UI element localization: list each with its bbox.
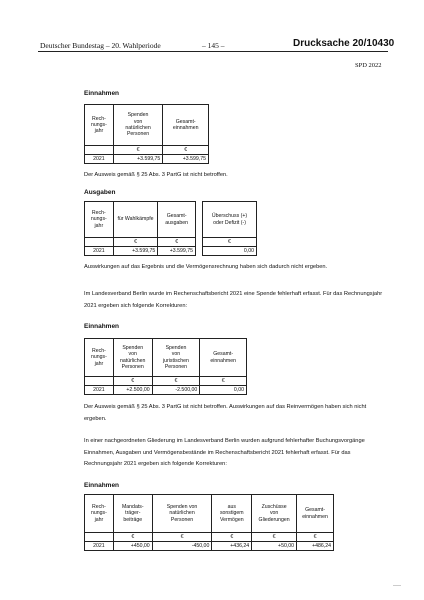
table-unit-cell bbox=[85, 238, 114, 247]
table-unit-cell: € bbox=[158, 238, 196, 247]
table-cell: +3.599,75 bbox=[158, 247, 196, 256]
table-unit-cell: € bbox=[252, 533, 297, 542]
table-unit-cell: € bbox=[163, 146, 209, 155]
body-paragraph: Im Landesverband Berlin wurde im Rechenschaftsbericht 2021 eine Spende fehlerhaft erfasst. Für das Rechnungsjahr 2021 ergeben sich folgende Korrekturen: bbox=[84, 291, 383, 309]
table-unit-cell: € bbox=[297, 533, 334, 542]
table-header-cell: Gesamt- einnahmen bbox=[297, 495, 334, 533]
document-number: Drucksache 20/10430 bbox=[293, 38, 395, 49]
table-header-cell: aus sonstigem Vermögen bbox=[212, 495, 252, 533]
table-unit-cell: € bbox=[113, 377, 152, 386]
table-cell-year: 2021 bbox=[85, 386, 114, 395]
table-header-cell: Rech- nungs- jahr bbox=[85, 202, 114, 238]
table-header-cell: Spenden von natürlichen Personen bbox=[152, 495, 212, 533]
table-cell: 0,00 bbox=[200, 386, 247, 395]
ausgaben-table bbox=[84, 201, 196, 256]
section-heading-ausgaben: Ausgaben bbox=[84, 189, 116, 196]
table-unit-cell: € bbox=[113, 533, 152, 542]
table-header-cell: Rech- nungs- jahr bbox=[85, 495, 114, 533]
party-label: SPD 2022 bbox=[355, 62, 382, 69]
table-cell: 0,00 bbox=[203, 247, 257, 256]
page-number: – 145 – bbox=[202, 41, 225, 50]
ueberschuss-table bbox=[202, 201, 257, 256]
table-cell-year: 2021 bbox=[85, 247, 114, 256]
table-cell: +486,24 bbox=[297, 542, 334, 551]
note-text: Der Ausweis gemäß § 25 Abs. 3 PartG ist nicht betroffen. Auswirkungen auf das Reinvermögen haben sich nicht ergeben. bbox=[84, 404, 367, 422]
table-unit-cell: € bbox=[113, 146, 163, 155]
table-cell: +3.599,75 bbox=[113, 247, 158, 256]
table-header-cell: Gesamt- ausgaben bbox=[158, 202, 196, 238]
table-cell: +50,00 bbox=[252, 542, 297, 551]
table-cell-year: 2021 bbox=[85, 542, 114, 551]
table-unit-cell: € bbox=[212, 533, 252, 542]
table-cell: +3.599,75 bbox=[113, 155, 163, 164]
table-cell: +2.500,00 bbox=[113, 386, 152, 395]
header-rule bbox=[38, 51, 388, 52]
einnahmen-table-3 bbox=[84, 494, 334, 551]
table-unit-cell bbox=[85, 377, 114, 386]
note-text: Auswirkungen auf das Ergebnis und die Vermögensrechnung haben sich dadurch nicht ergeben. bbox=[84, 264, 328, 270]
table-header-cell: Zuschüsse von Gliederungen bbox=[252, 495, 297, 533]
table-cell: -450,00 bbox=[152, 542, 212, 551]
table-unit-cell: € bbox=[203, 238, 257, 247]
section-heading-einnahmen-3: Einnahmen bbox=[84, 482, 120, 489]
table-cell: +436,24 bbox=[212, 542, 252, 551]
table-header-cell: Rech- nungs- jahr bbox=[85, 105, 114, 146]
table-cell: -2.500,00 bbox=[152, 386, 200, 395]
table-header-cell: für Wahlkämpfe bbox=[113, 202, 158, 238]
table-unit-cell bbox=[85, 533, 114, 542]
table-cell: +450,00 bbox=[113, 542, 152, 551]
table-header-cell: Spenden von natürlichen Personen bbox=[113, 105, 163, 146]
section-heading-einnahmen-1: Einnahmen bbox=[84, 90, 120, 97]
section-heading-einnahmen-2: Einnahmen bbox=[84, 323, 120, 330]
body-paragraph: In einer nachgeordneten Gliederung im Landesverband Berlin wurden aufgrund fehlerhafter Buchungsvorgänge Einnahmen, Ausgaben und Vermögensbestände im Rechenschaftsbericht 2021 fehlerhaft erfasst. Für das Rechnungsjahr 2021 ergeben sich folgende Korrekturen: bbox=[84, 438, 365, 467]
table-cell-year: 2021 bbox=[85, 155, 114, 164]
table-header-cell: Überschuss (+) oder Defizit (-) bbox=[203, 202, 257, 238]
table-unit-cell: € bbox=[152, 533, 212, 542]
table-cell: +3.599,75 bbox=[163, 155, 209, 164]
table-unit-cell: € bbox=[152, 377, 200, 386]
table-unit-cell: € bbox=[200, 377, 247, 386]
table-header-cell: Mandats- träger- beiträge bbox=[113, 495, 152, 533]
table-unit-cell: € bbox=[113, 238, 158, 247]
table-header-cell: Spenden von natürlichen Personen bbox=[113, 339, 152, 377]
note-text: Der Ausweis gemäß § 25 Abs. 3 PartG ist nicht betroffen. bbox=[84, 172, 228, 178]
table-header-cell: Gesamt- einnahmen bbox=[200, 339, 247, 377]
table-header-cell: Gesamt- einnahmen bbox=[163, 105, 209, 146]
table-header-cell: Spenden von juristischen Personen bbox=[152, 339, 200, 377]
scan-mark bbox=[393, 585, 401, 586]
table-header-cell: Rech- nungs- jahr bbox=[85, 339, 114, 377]
einnahmen-table-2 bbox=[84, 338, 247, 395]
table-unit-cell bbox=[85, 146, 114, 155]
einnahmen-table-1 bbox=[84, 104, 209, 164]
running-header-left: Deutscher Bundestag – 20. Wahlperiode bbox=[40, 41, 161, 50]
